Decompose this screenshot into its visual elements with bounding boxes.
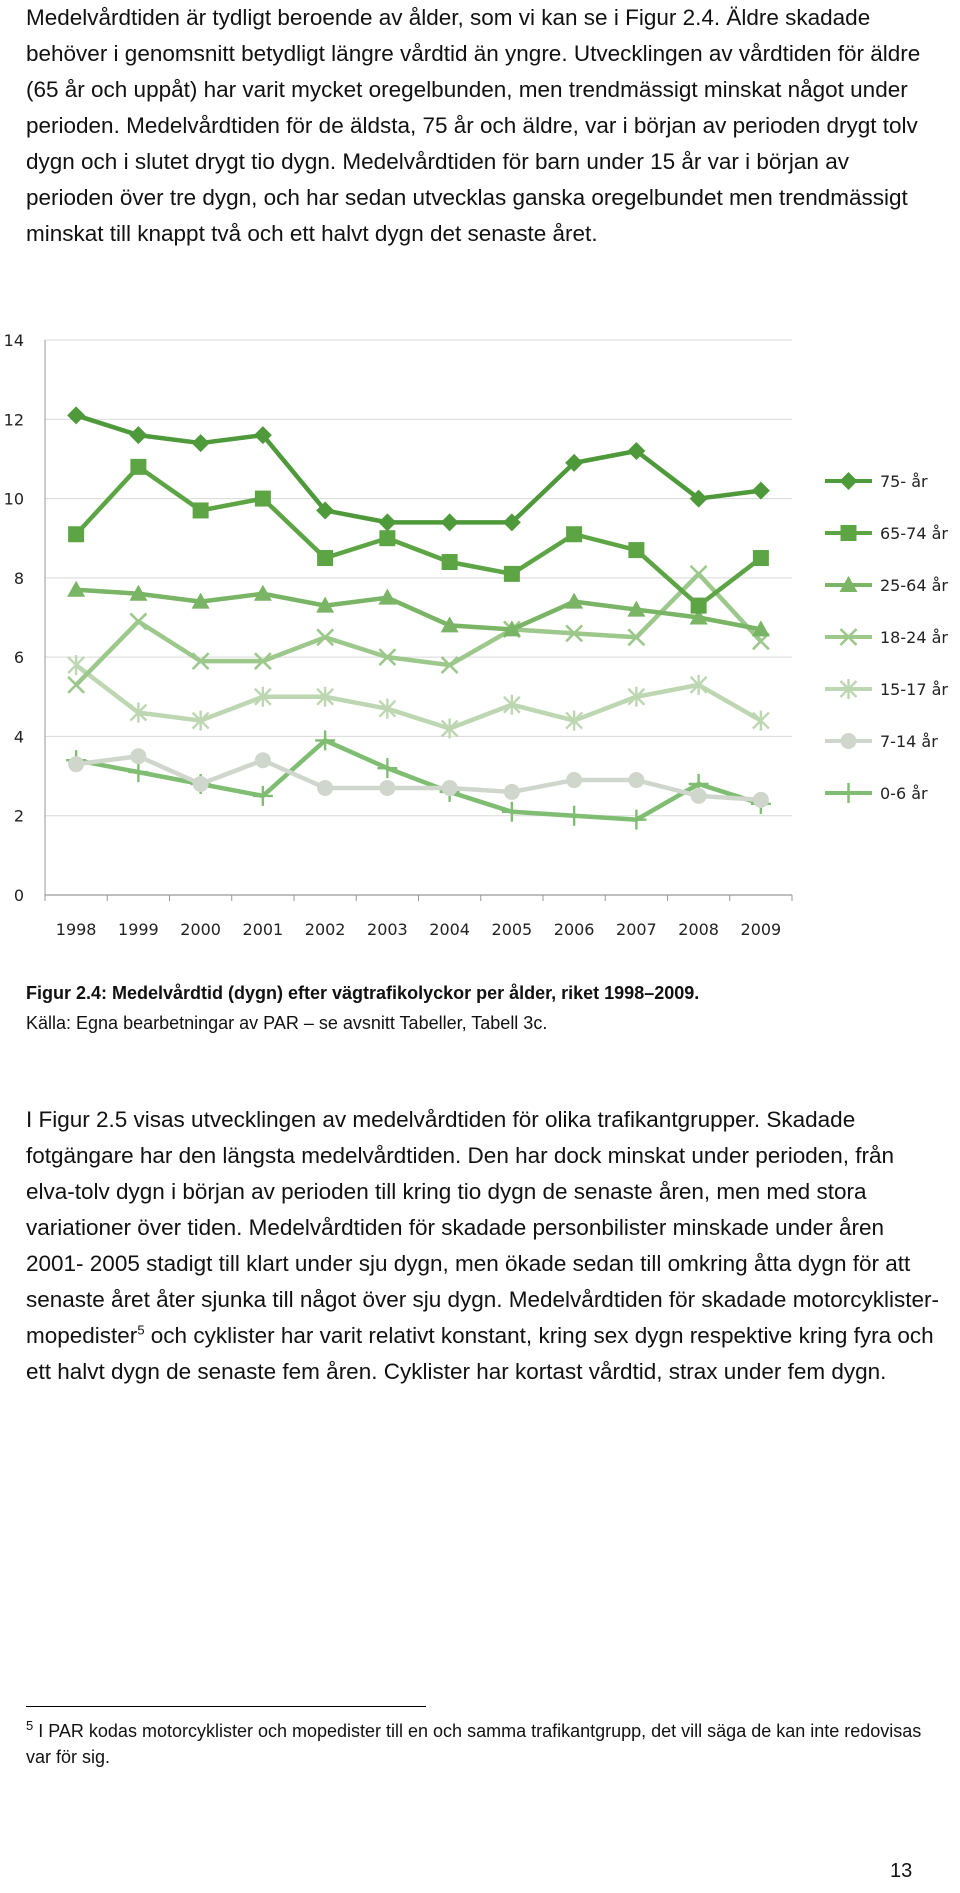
data-point <box>502 802 522 822</box>
series-lines <box>66 406 771 829</box>
x-tick-label: 2005 <box>491 920 533 939</box>
footnote-reference[interactable]: 5 <box>137 1322 145 1338</box>
data-point <box>317 780 333 796</box>
data-point <box>626 810 646 830</box>
data-point <box>193 502 209 518</box>
footnote <box>26 1718 926 1770</box>
footnote-divider <box>26 1706 426 1707</box>
series-65-74-r <box>68 459 769 614</box>
data-point <box>564 806 584 826</box>
y-tick-label: 2 <box>13 806 24 826</box>
data-point <box>566 772 582 788</box>
data-point <box>442 780 458 796</box>
data-point <box>67 406 85 424</box>
data-point <box>628 772 644 788</box>
data-point <box>504 566 520 582</box>
data-point <box>130 748 146 764</box>
data-point <box>691 598 707 614</box>
line-chart <box>0 318 960 958</box>
data-point <box>378 513 396 531</box>
page-number: 13 <box>890 1860 913 1882</box>
data-point <box>129 426 147 444</box>
legend-marker <box>840 472 858 490</box>
footnote-text: I PAR kodas motorcyklister och mopedister till en och samma trafikantgrupp, det vill säga de kan inte redovisas var för sig. <box>26 1721 922 1767</box>
series-15-17-r <box>68 655 769 738</box>
chart-container <box>0 318 960 963</box>
data-point <box>379 780 395 796</box>
data-point <box>691 566 707 582</box>
axes <box>4 331 792 939</box>
data-point <box>379 530 395 546</box>
legend-item <box>825 628 948 647</box>
legend-label: 65-74 år <box>880 524 948 543</box>
data-point <box>752 482 770 500</box>
legend-label: 75- år <box>880 472 928 491</box>
series-line <box>76 467 761 606</box>
series-line <box>76 415 761 522</box>
data-point <box>442 554 458 570</box>
data-point <box>68 677 84 693</box>
series-line <box>76 590 761 630</box>
x-tick-label: 2008 <box>678 920 719 939</box>
x-tick-label: 1998 <box>55 920 97 939</box>
data-point <box>130 459 146 475</box>
data-point <box>255 752 271 768</box>
legend-item <box>825 472 928 491</box>
legend-item <box>825 524 948 543</box>
data-point <box>753 550 769 566</box>
x-tick-label: 2001 <box>242 920 284 939</box>
y-tick-label: 12 <box>3 410 24 430</box>
legend-marker <box>839 783 859 803</box>
legend-marker <box>841 733 857 749</box>
y-tick-label: 8 <box>13 568 24 588</box>
series-line <box>76 740 761 819</box>
y-tick-label: 10 <box>3 489 24 509</box>
data-point <box>441 513 459 531</box>
footnote-number: 5 <box>26 1718 34 1733</box>
series-75-r <box>67 406 770 531</box>
data-point <box>68 526 84 542</box>
series-line <box>76 574 761 685</box>
legend-item <box>825 783 928 803</box>
legend-label: 7-14 år <box>880 732 938 751</box>
x-tick-label: 2003 <box>367 920 408 939</box>
y-tick-label: 6 <box>13 648 24 668</box>
legend-label: 25-64 år <box>880 576 948 595</box>
legend-item <box>825 679 948 699</box>
y-tick-label: 14 <box>3 331 24 350</box>
x-tick-label: 2004 <box>429 920 470 939</box>
series-line <box>76 665 761 728</box>
data-point <box>68 756 84 772</box>
legend-label: 18-24 år <box>880 628 948 647</box>
data-point <box>193 776 209 792</box>
data-point <box>128 762 148 782</box>
figure-caption-title: Figur 2.4: Medelvårdtid (dygn) efter vägtrafikolyckor per ålder, riket 1998–2009. <box>26 983 700 1003</box>
body-paragraph-part-b: och cyklister har varit relativt konstant, kring sex dygn respektive kring fyra och ett halvt dygn de senaste fem åren. Cyklister har kortast vårdtid, strax under fem dygn. <box>26 1323 934 1384</box>
x-tick-label: 2009 <box>740 920 782 939</box>
data-point <box>691 788 707 804</box>
legend <box>825 472 948 803</box>
data-point <box>628 542 644 558</box>
data-point <box>504 784 520 800</box>
data-point <box>192 434 210 452</box>
y-tick-label: 0 <box>13 886 24 905</box>
data-point <box>753 711 769 731</box>
legend-item <box>825 732 938 751</box>
x-tick-label: 2007 <box>616 920 657 939</box>
x-tick-label: 1999 <box>118 920 159 939</box>
data-point <box>377 758 397 778</box>
x-tick-label: 2006 <box>553 920 595 939</box>
figure-caption-source: Källa: Egna bearbetningar av PAR – se avsnitt Tabeller, Tabell 3c. <box>26 1013 548 1033</box>
legend-label: 15-17 år <box>880 680 948 699</box>
intro-paragraph: Medelvårdtiden är tydligt beroende av ålder, som vi kan se i Figur 2.4. Äldre skadade behöver i genomsnitt betydligt längre vårdtid än yngre. Utvecklingen av vårdtiden för äldre (65 år och uppåt) har varit mycket oregelbunden, men trendmässigt minskat något under perioden. Medelvårdtiden för de äldsta, 75 år och äldre, var i början av perioden drygt tolv dygn och i slutet drygt tio dygn. Medelvårdtiden för barn under 15 år var i början av perioden över tre dygn, och har sedan utvecklas ganska oregelbundet men trendmässigt minskat till knappt två och ett halvt dygn det senaste året. <box>26 5 921 246</box>
data-point <box>255 491 271 507</box>
series-18-24-r <box>68 566 769 693</box>
legend-item <box>825 576 948 595</box>
body-paragraph <box>26 1102 941 1390</box>
data-point <box>130 613 146 629</box>
series-0-6-r <box>66 730 771 829</box>
data-point <box>317 550 333 566</box>
data-point <box>566 526 582 542</box>
x-tick-label: 2002 <box>304 920 346 939</box>
y-tick-label: 4 <box>13 727 24 747</box>
legend-label: 0-6 år <box>880 784 928 803</box>
body-paragraph-part-a: I Figur 2.5 visas utvecklingen av medelvårdtiden för olika trafikantgrupper. Skadade fotgängare har den längsta medelvårdtiden. Den har dock minskat under perioden, från elva-tolv dygn i början av perioden till kring tio dygn de senaste åren, men med stora variationer över tiden. Medelvårdtiden för skadade personbilister minskade under åren 2001- 2005 stadigt till klart under sju dygn, men ökade sedan till omkring åtta dygn för att senaste året åter sjunka till något över sju dygn. Medelvårdtiden för skadade motorcyklister-mopedister <box>26 1107 939 1348</box>
data-point <box>753 792 769 808</box>
legend-marker <box>841 525 857 541</box>
data-point <box>68 655 84 675</box>
x-tick-label: 2000 <box>180 920 221 939</box>
gridlines <box>45 340 792 816</box>
